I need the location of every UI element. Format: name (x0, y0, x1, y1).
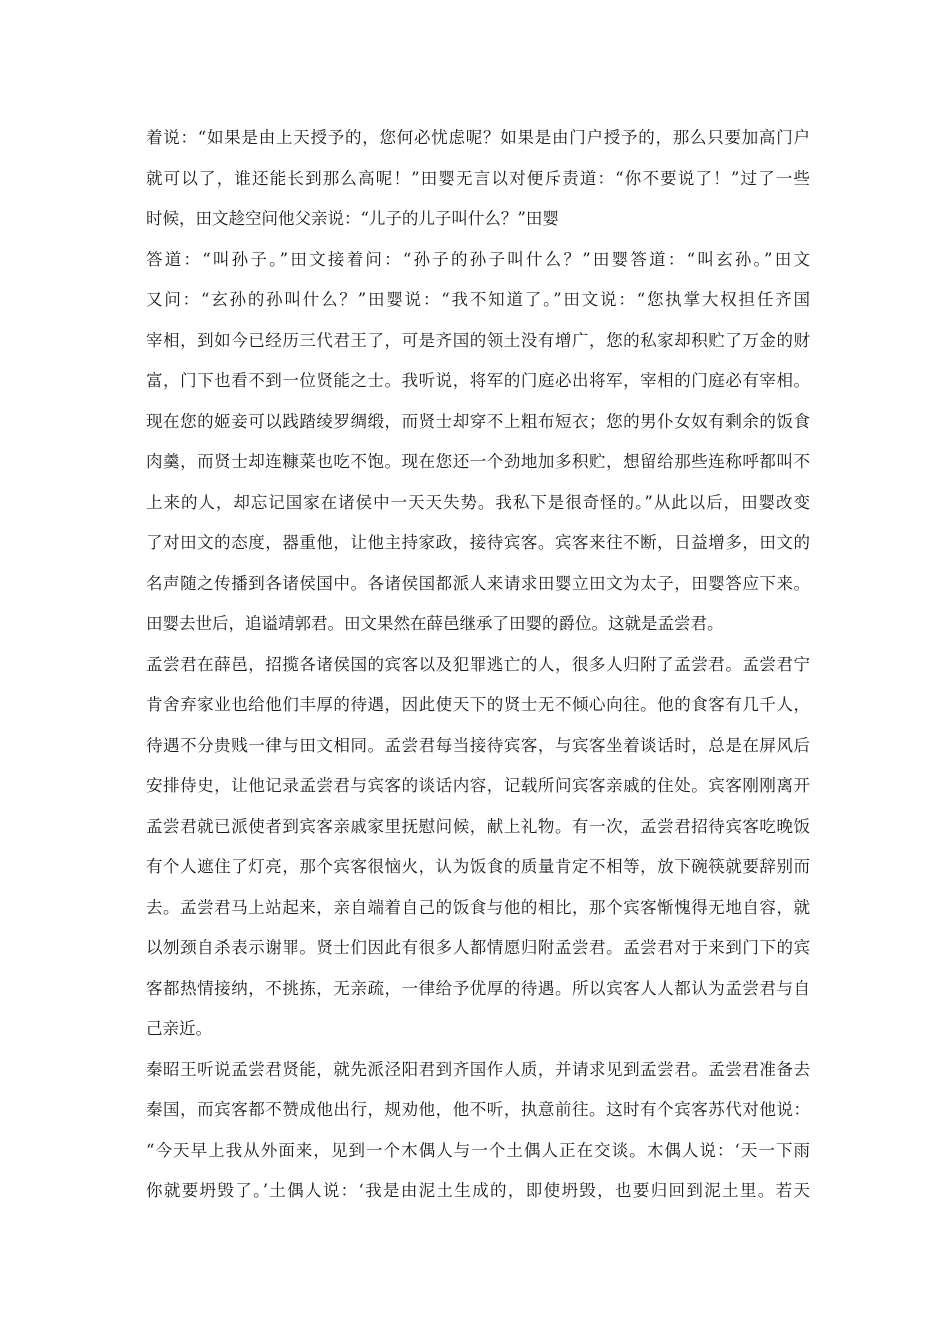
text-line: 待遇不分贵贱一律与田文相同。孟尝君每当接待宾客，与宾客坐着谈话时，总是在屏风后 (146, 735, 810, 755)
text-line: 又问：“玄孙的孙叫什么？”田婴说：“我不知道了。”田文说：“您执掌大权担任齐国 (146, 290, 810, 309)
text-line: 己亲近。 (146, 1019, 212, 1038)
text-line: 了对田文的态度，器重他，让他主持家政，接待宾客。宾客来往不断，日益增多，田文的 (146, 533, 810, 552)
text-line: 你就要坍毁了。’土偶人说：‘我是由泥土生成的，即使坍毁，也要归回到泥土里。若天 (146, 1181, 810, 1200)
text-line: 着说：“如果是由上天授予的，您何必忧虑呢？如果是由门户授予的，那么只要加高门户 (146, 128, 810, 147)
text-line: 有个人遮住了灯亮，那个宾客很恼火，认为饭食的质量肯定不相等，放下碗筷就要辞别而 (146, 857, 810, 876)
text-line: 名声随之传播到各诸侯国中。各诸侯国都派人来请求田婴立田文为太子，田婴答应下来。 (146, 573, 810, 593)
text-line: 现在您的姬妾可以践踏绫罗绸缎，而贤士却穿不上粗布短衣；您的男仆女奴有剩余的饭食 (146, 411, 810, 431)
text-line: 肉羹，而贤士却连糠菜也吃不饱。现在您还一个劲地加多积贮，想留给那些连称呼都叫不 (146, 452, 810, 471)
text-line: 安排侍史，让他记录孟尝君与宾客的谈话内容，记载所问宾客亲戚的住处。宾客刚刚离开 (146, 776, 810, 795)
text-line: 时候，田文趁空问他父亲说：“儿子的儿子叫什么？”田婴 (146, 209, 559, 228)
text-line: 答道：“叫孙子。”田文接着问：“孙子的孙子叫什么？”田婴答道：“叫玄孙。”田文 (146, 249, 810, 269)
text-line: 孟尝君在薛邑，招揽各诸侯国的宾客以及犯罪逃亡的人，很多人归附了孟尝君。孟尝君宁 (146, 654, 810, 674)
text-line: 去。孟尝君马上站起来，亲自端着自己的饭食与他的相比，那个宾客惭愧得无地自容，就 (146, 897, 810, 917)
text-line: 秦国，而宾客都不赞成他出行，规劝他，他不听，执意前往。这时有个宾客苏代对他说： (146, 1100, 810, 1119)
text-line: 肯舍弃家业也给他们丰厚的待遇，因此使天下的贤士无不倾心向往。他的食客有几千人， (146, 695, 810, 714)
text-line: “今天早上我从外面来，见到一个木偶人与一个土偶人正在交谈。木偶人说：‘天一下雨 (146, 1140, 810, 1160)
text-line: 宰相，到如今已经历三代君王了，可是齐国的领土没有增广，您的私家却积贮了万金的财 (146, 330, 810, 350)
text-line: 上来的人，却忘记国家在诸侯中一天天失势。我私下是很奇怪的。”从此以后，田婴改变 (146, 492, 810, 512)
text-line: 田婴去世后，追谥靖郭君。田文果然在薛邑继承了田婴的爵位。这就是孟尝君。 (146, 614, 724, 633)
body-text (146, 118, 810, 1212)
text-line: 以刎颈自杀表示谢罪。贤士们因此有很多人都情愿归附孟尝君。孟尝君对于来到门下的宾 (146, 938, 810, 957)
text-line: 客都热情接纳，不挑拣，无亲疏，一律给予优厚的待遇。所以宾客人人都认为孟尝君与自 (146, 978, 810, 998)
text-line: 秦昭王听说孟尝君贤能，就先派泾阳君到齐国作人质，并请求见到孟尝君。孟尝君准备去 (146, 1059, 810, 1079)
text-line: 就可以了，谁还能长到那么高呢！”田婴无言以对便斥责道：“你不要说了！”过了一些 (146, 168, 810, 188)
text-line: 孟尝君就已派使者到宾客亲戚家里抚慰问候，献上礼物。有一次，孟尝君招待宾客吃晚饭 (146, 816, 810, 836)
text-line: 富，门下也看不到一位贤能之士。我听说，将军的门庭必出将军，宰相的门庭必有宰相。 (146, 371, 810, 390)
